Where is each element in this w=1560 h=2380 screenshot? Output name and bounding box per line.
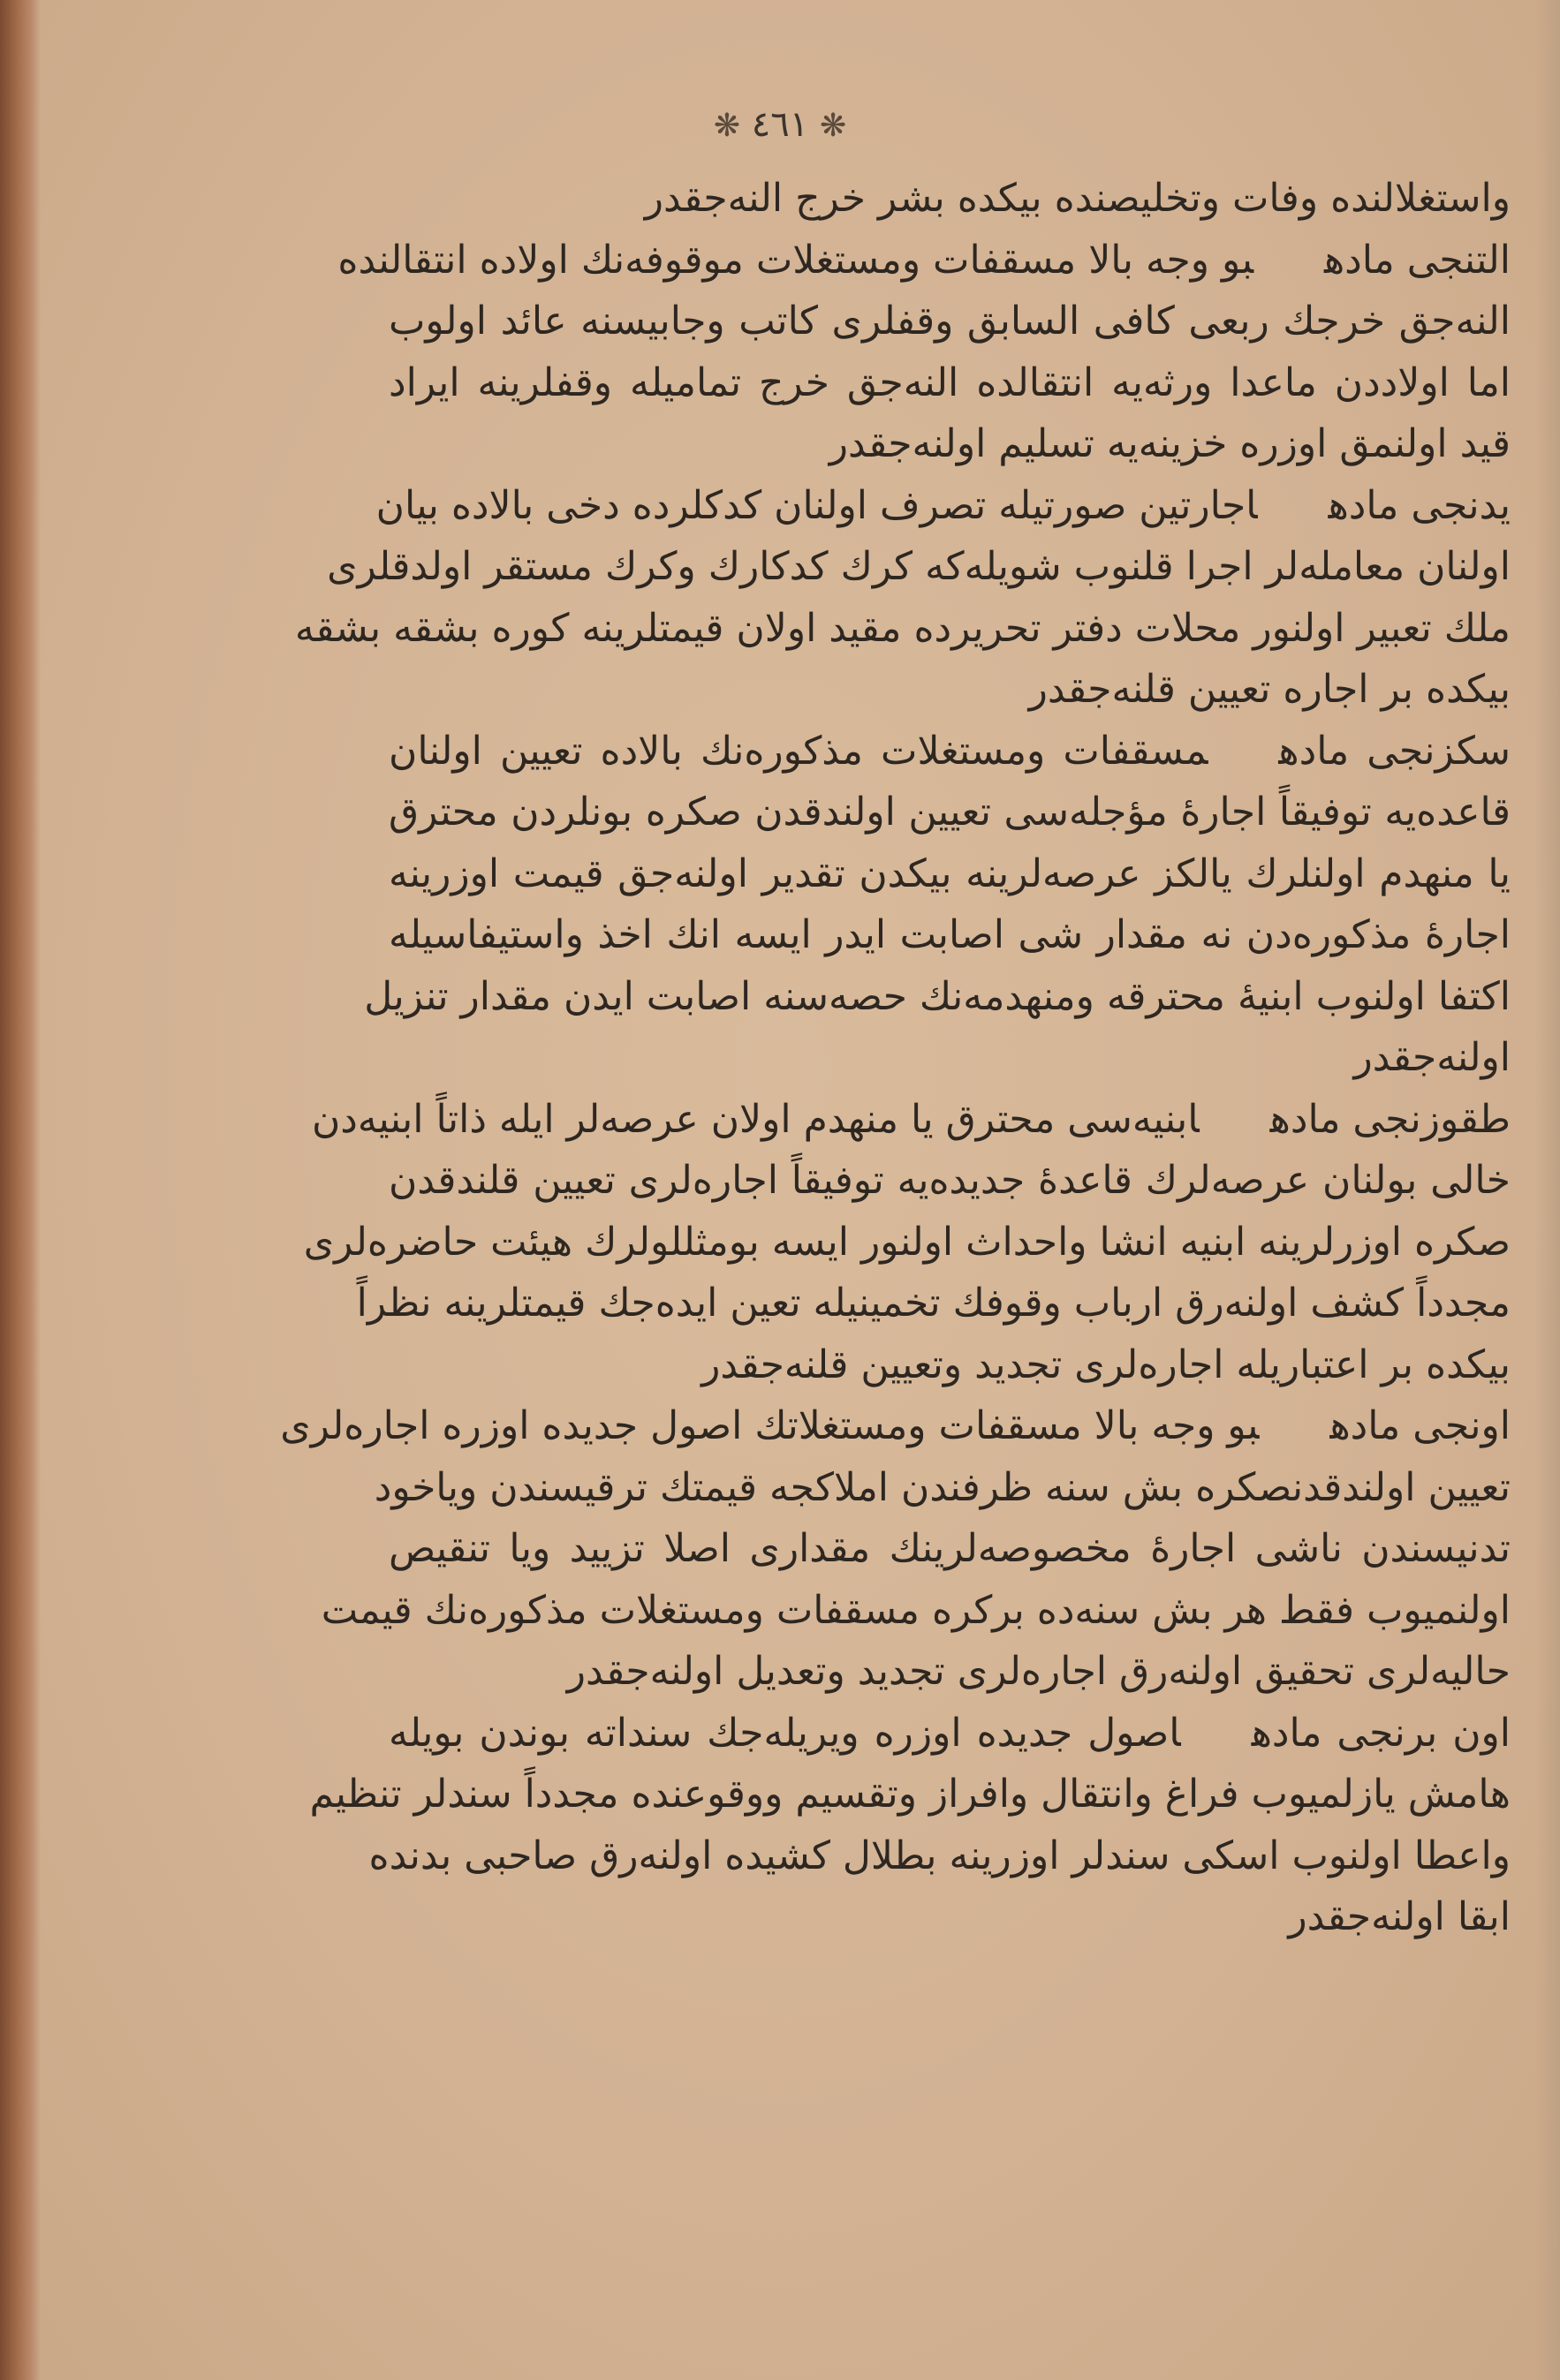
body-text <box>280 168 1511 1948</box>
line-text: تعيين اولندقدنصكره بش سنه ظرفندن املاكجه قيمتك ترقيسندن وياخود <box>374 1464 1511 1510</box>
text-line <box>321 1580 1511 1642</box>
book-spine-edge <box>0 0 41 2380</box>
article-line <box>280 1395 1511 1457</box>
line-text: ابقا اولنه‌جقدر <box>1288 1894 1511 1939</box>
line-text: خالی بولنان عرصه‌لرك قاعدهٔ جديده‌يه توفيقاً اجاره‌لری تعيين قلندقدن <box>389 1158 1511 1203</box>
text-line <box>389 291 1511 352</box>
text-line <box>389 659 1511 721</box>
line-text: النه‌جق خرجك ربعی كافی السابق وقفلری كاتب وجابيسنه عائد اولوب <box>389 298 1511 344</box>
text-line <box>389 1334 1511 1396</box>
page-edge-shadow <box>1535 0 1560 2380</box>
line-text: مسقفات ومستغلات مذكوره‌نك بالاده تعيين اولنان <box>389 728 1208 774</box>
article-line <box>311 1089 1511 1151</box>
page-number: ٤٦١ <box>751 104 809 145</box>
article-line <box>389 1703 1511 1764</box>
text-line <box>389 1027 1511 1089</box>
line-text: ملك تعبير اولنور محلات دفتر تحريرده مقيد اولان قيمتلرينه كوره بشقه بشقه <box>294 605 1511 651</box>
line-text: حاليه‌لری تحقيق اولنه‌رق اجاره‌لری تجديد وتعديل اولنه‌جقدر <box>566 1649 1511 1694</box>
article-heading: طقوزنجی ماده <box>1269 1096 1511 1142</box>
line-text: اكتفا اولنوب ابنيهٔ محترقه ومنهدمه‌نك حصه‌سنه اصابت ايدن مقدار تنزيل <box>364 973 1511 1019</box>
line-text: بيكده بر اجاره تعيين قلنه‌جقدر <box>1028 667 1511 712</box>
page-number-header <box>0 104 1560 145</box>
line-text: مجدداً كشف اولنه‌رق ارباب وقوفك تخمينيله تعين ايده‌جك قيمتلرينه نظراً <box>356 1281 1511 1326</box>
line-text: اولنميوب فقط هر بش سنه‌ده بركره مسقفات ومستغلات مذكوره‌نك قيمت <box>321 1587 1511 1633</box>
line-text: اجارتين صورتيله تصرف اولنان كدكلرده دخی بالاده بيان <box>375 482 1258 528</box>
article-line <box>375 475 1511 537</box>
article-line <box>389 721 1511 782</box>
line-text: اصول جديده اوزره ويريله‌جك سنداته بوندن بويله <box>389 1710 1181 1756</box>
line-text: قاعده‌يه توفيقاً اجارهٔ مؤجله‌سی تعيين اولندقدن صكره بونلردن محترق <box>389 790 1511 835</box>
line-text: تدنيسندن ناشی اجارهٔ مخصوصه‌لرينك مقداری اصلا تزييد ويا تنقيص <box>389 1526 1511 1571</box>
text-line <box>389 1886 1511 1948</box>
text-line <box>389 843 1511 905</box>
line-text: اجارهٔ مذكوره‌دن نه مقدار شی اصابت ايدر ايسه انك اخذ واستيفاسيله <box>389 912 1511 957</box>
text-line <box>374 1457 1511 1519</box>
line-text: بيكده بر اعتباريله اجاره‌لری تجديد وتعيين قلنه‌جقدر <box>701 1341 1511 1387</box>
line-text: اما اولاددن ماعدا ورثه‌يه انتقالده النه‌جق خرج تماميله وقفلرينه ايراد <box>389 359 1511 405</box>
text-line <box>368 1825 1511 1887</box>
article-line <box>337 230 1511 291</box>
line-text: صكره اوزرلرينه ابنيه انشا واحداث اولنور ايسه بومثللولرك هيئت حاضره‌لری <box>303 1219 1511 1265</box>
text-line <box>389 1518 1511 1580</box>
article-heading: اون برنجی ماده <box>1251 1710 1511 1756</box>
ornament-icon: ❋ <box>713 108 741 144</box>
text-line <box>389 1150 1511 1212</box>
text-line <box>389 782 1511 843</box>
line-text: بو وجه بالا مسقفات ومستغلات موقوفه‌نك اولاده انتقالنده <box>337 237 1253 283</box>
article-heading: التنجی ماده <box>1323 237 1511 283</box>
line-text: يا منهدم اولنلرك يالكز عرصه‌لرينه بيكدن تقدير اولنه‌جق قيمت اوزرينه <box>389 850 1511 896</box>
text-line <box>389 1641 1511 1703</box>
text-line <box>389 352 1511 414</box>
text-line <box>389 904 1511 966</box>
line-text: هامش يازلميوب فراغ وانتقال وافراز وتقسيم ووقوعنده مجدداً سندلر تنظيم <box>309 1772 1511 1817</box>
text-line <box>327 536 1511 598</box>
text-line <box>364 966 1511 1028</box>
article-heading: سكزنجی ماده <box>1278 728 1511 774</box>
text-line <box>356 1273 1511 1334</box>
line-text: قيد اولنمق اوزره خزينه‌يه تسليم اولنه‌جقدر <box>829 421 1511 466</box>
text-line <box>294 598 1511 660</box>
line-text: واعطا اولنوب اسكی سندلر اوزرينه بطلال كشيده اولنه‌رق صاحبی بدنده <box>368 1832 1511 1878</box>
text-line <box>303 1212 1511 1273</box>
line-text: اولنان معامله‌لر اجرا قلنوب شويله‌كه كرك كدكارك وكرك مستقر اولدقلری <box>327 544 1511 589</box>
text-line <box>309 1764 1511 1825</box>
line-text: اولنه‌جقدر <box>1353 1035 1511 1080</box>
text-line <box>389 413 1511 475</box>
line-text: بو وجه بالا مسقفات ومستغلاتك اصول جديده اوزره اجاره‌لری <box>280 1403 1260 1448</box>
text-line <box>389 168 1511 230</box>
ornament-icon: ❋ <box>819 108 847 144</box>
article-heading: يدنجی ماده <box>1328 482 1511 528</box>
article-heading: اونجی ماده <box>1329 1403 1511 1448</box>
line-text: واستغلالنده وفات وتخليصنده بيكده بشر خرج النه‌جقدر <box>644 176 1511 221</box>
line-text: ابنيه‌سی محترق يا منهدم اولان عرصه‌لر ايله ذاتاً ابنيه‌دن <box>311 1096 1200 1142</box>
